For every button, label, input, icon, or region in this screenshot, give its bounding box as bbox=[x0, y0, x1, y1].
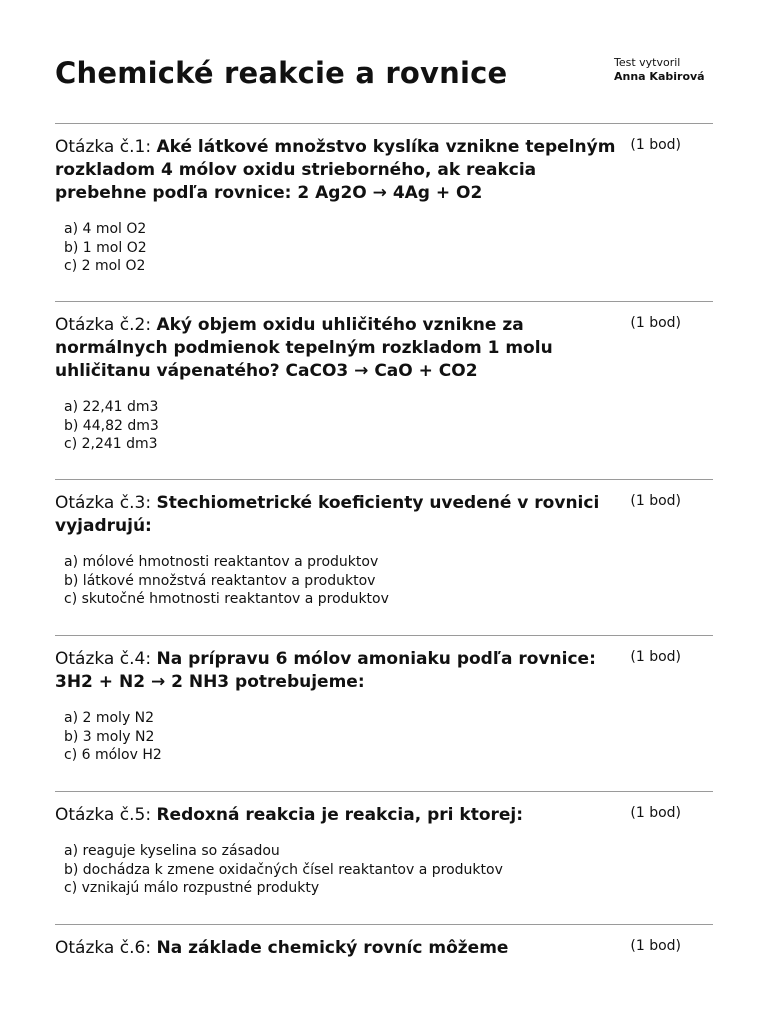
question-5 bbox=[55, 791, 713, 924]
answer-option: a) 2 moly N2 bbox=[64, 710, 155, 726]
question-text: Aký objem oxidu uhličitého vznikne za normálnych podmienok tepelným rozkladom 1 molu uhličitanu vápenatého? CaCO3 → CaO + CO2 bbox=[55, 315, 553, 381]
answer-option: b) látkové množstvá reaktantov a produktov bbox=[64, 572, 376, 589]
question-number: Otázka č.3: bbox=[55, 493, 152, 513]
answer-list bbox=[64, 398, 713, 454]
answer-option: b) 44,82 dm3 bbox=[64, 417, 159, 434]
author-label: Test vytvoril bbox=[614, 56, 681, 69]
question-text: Stechiometrické koeficienty uvedené v rovnici vyjadrujú: bbox=[55, 493, 600, 536]
question-points: (1 bod) bbox=[630, 938, 681, 954]
answer-option: b) 1 mol O2 bbox=[64, 239, 147, 256]
question-text: Aké látkové množstvo kyslíka vznikne tepelným rozkladom 4 mólov oxidu strieborného, ak reakcia prebehne podľa rovnice: 2 Ag2O → 4Ag + O2 bbox=[55, 137, 616, 203]
question-list bbox=[55, 123, 713, 997]
question-number: Otázka č.6: bbox=[55, 938, 152, 958]
question-4 bbox=[55, 635, 713, 791]
question-points: (1 bod) bbox=[630, 137, 681, 153]
answer-list bbox=[64, 709, 713, 765]
question-text: Na prípravu 6 mólov amoniaku podľa rovnice: 3H2 + N2 → 2 NH3 potrebujeme: bbox=[55, 649, 596, 692]
document-header bbox=[55, 56, 715, 96]
answer-option: c) skutočné hmotnosti reaktantov a produktov bbox=[64, 591, 389, 607]
answer-option: c) 2 mol O2 bbox=[64, 258, 146, 274]
answer-option: c) vznikajú málo rozpustné produkty bbox=[64, 880, 320, 896]
question-6 bbox=[55, 924, 713, 997]
question-points: (1 bod) bbox=[630, 805, 681, 821]
question-number: Otázka č.1: bbox=[55, 137, 152, 157]
question-text: Redoxná reakcia je reakcia, pri ktorej: bbox=[156, 805, 524, 825]
answer-option: a) reaguje kyselina so zásadou bbox=[64, 843, 280, 859]
question-heading bbox=[55, 804, 713, 827]
answer-list bbox=[64, 842, 713, 898]
page-title: Chemické reakcie a rovnice bbox=[55, 56, 508, 90]
question-heading bbox=[55, 136, 713, 205]
author-info bbox=[614, 56, 705, 84]
question-heading bbox=[55, 492, 713, 538]
answer-option: a) 22,41 dm3 bbox=[64, 399, 159, 415]
question-text: Na základe chemický rovníc môžeme bbox=[156, 938, 509, 958]
answer-option: c) 2,241 dm3 bbox=[64, 436, 158, 452]
question-number: Otázka č.5: bbox=[55, 805, 152, 825]
answer-option: a) mólové hmotnosti reaktantov a produktov bbox=[64, 554, 379, 570]
answer-option: b) dochádza k zmene oxidačných čísel reaktantov a produktov bbox=[64, 861, 503, 878]
question-number: Otázka č.2: bbox=[55, 315, 152, 335]
answer-list bbox=[64, 553, 713, 609]
question-points: (1 bod) bbox=[630, 493, 681, 509]
question-heading bbox=[55, 937, 713, 960]
question-2 bbox=[55, 301, 713, 479]
answer-option: a) 4 mol O2 bbox=[64, 221, 147, 237]
question-heading bbox=[55, 648, 713, 694]
answer-list bbox=[64, 220, 713, 276]
author-name: Anna Kabirová bbox=[614, 70, 705, 83]
question-1 bbox=[55, 123, 713, 301]
question-heading bbox=[55, 314, 713, 383]
answer-option: b) 3 moly N2 bbox=[64, 728, 155, 745]
question-number: Otázka č.4: bbox=[55, 649, 152, 669]
question-points: (1 bod) bbox=[630, 649, 681, 665]
question-3 bbox=[55, 479, 713, 635]
question-points: (1 bod) bbox=[630, 315, 681, 331]
answer-option: c) 6 mólov H2 bbox=[64, 747, 162, 763]
